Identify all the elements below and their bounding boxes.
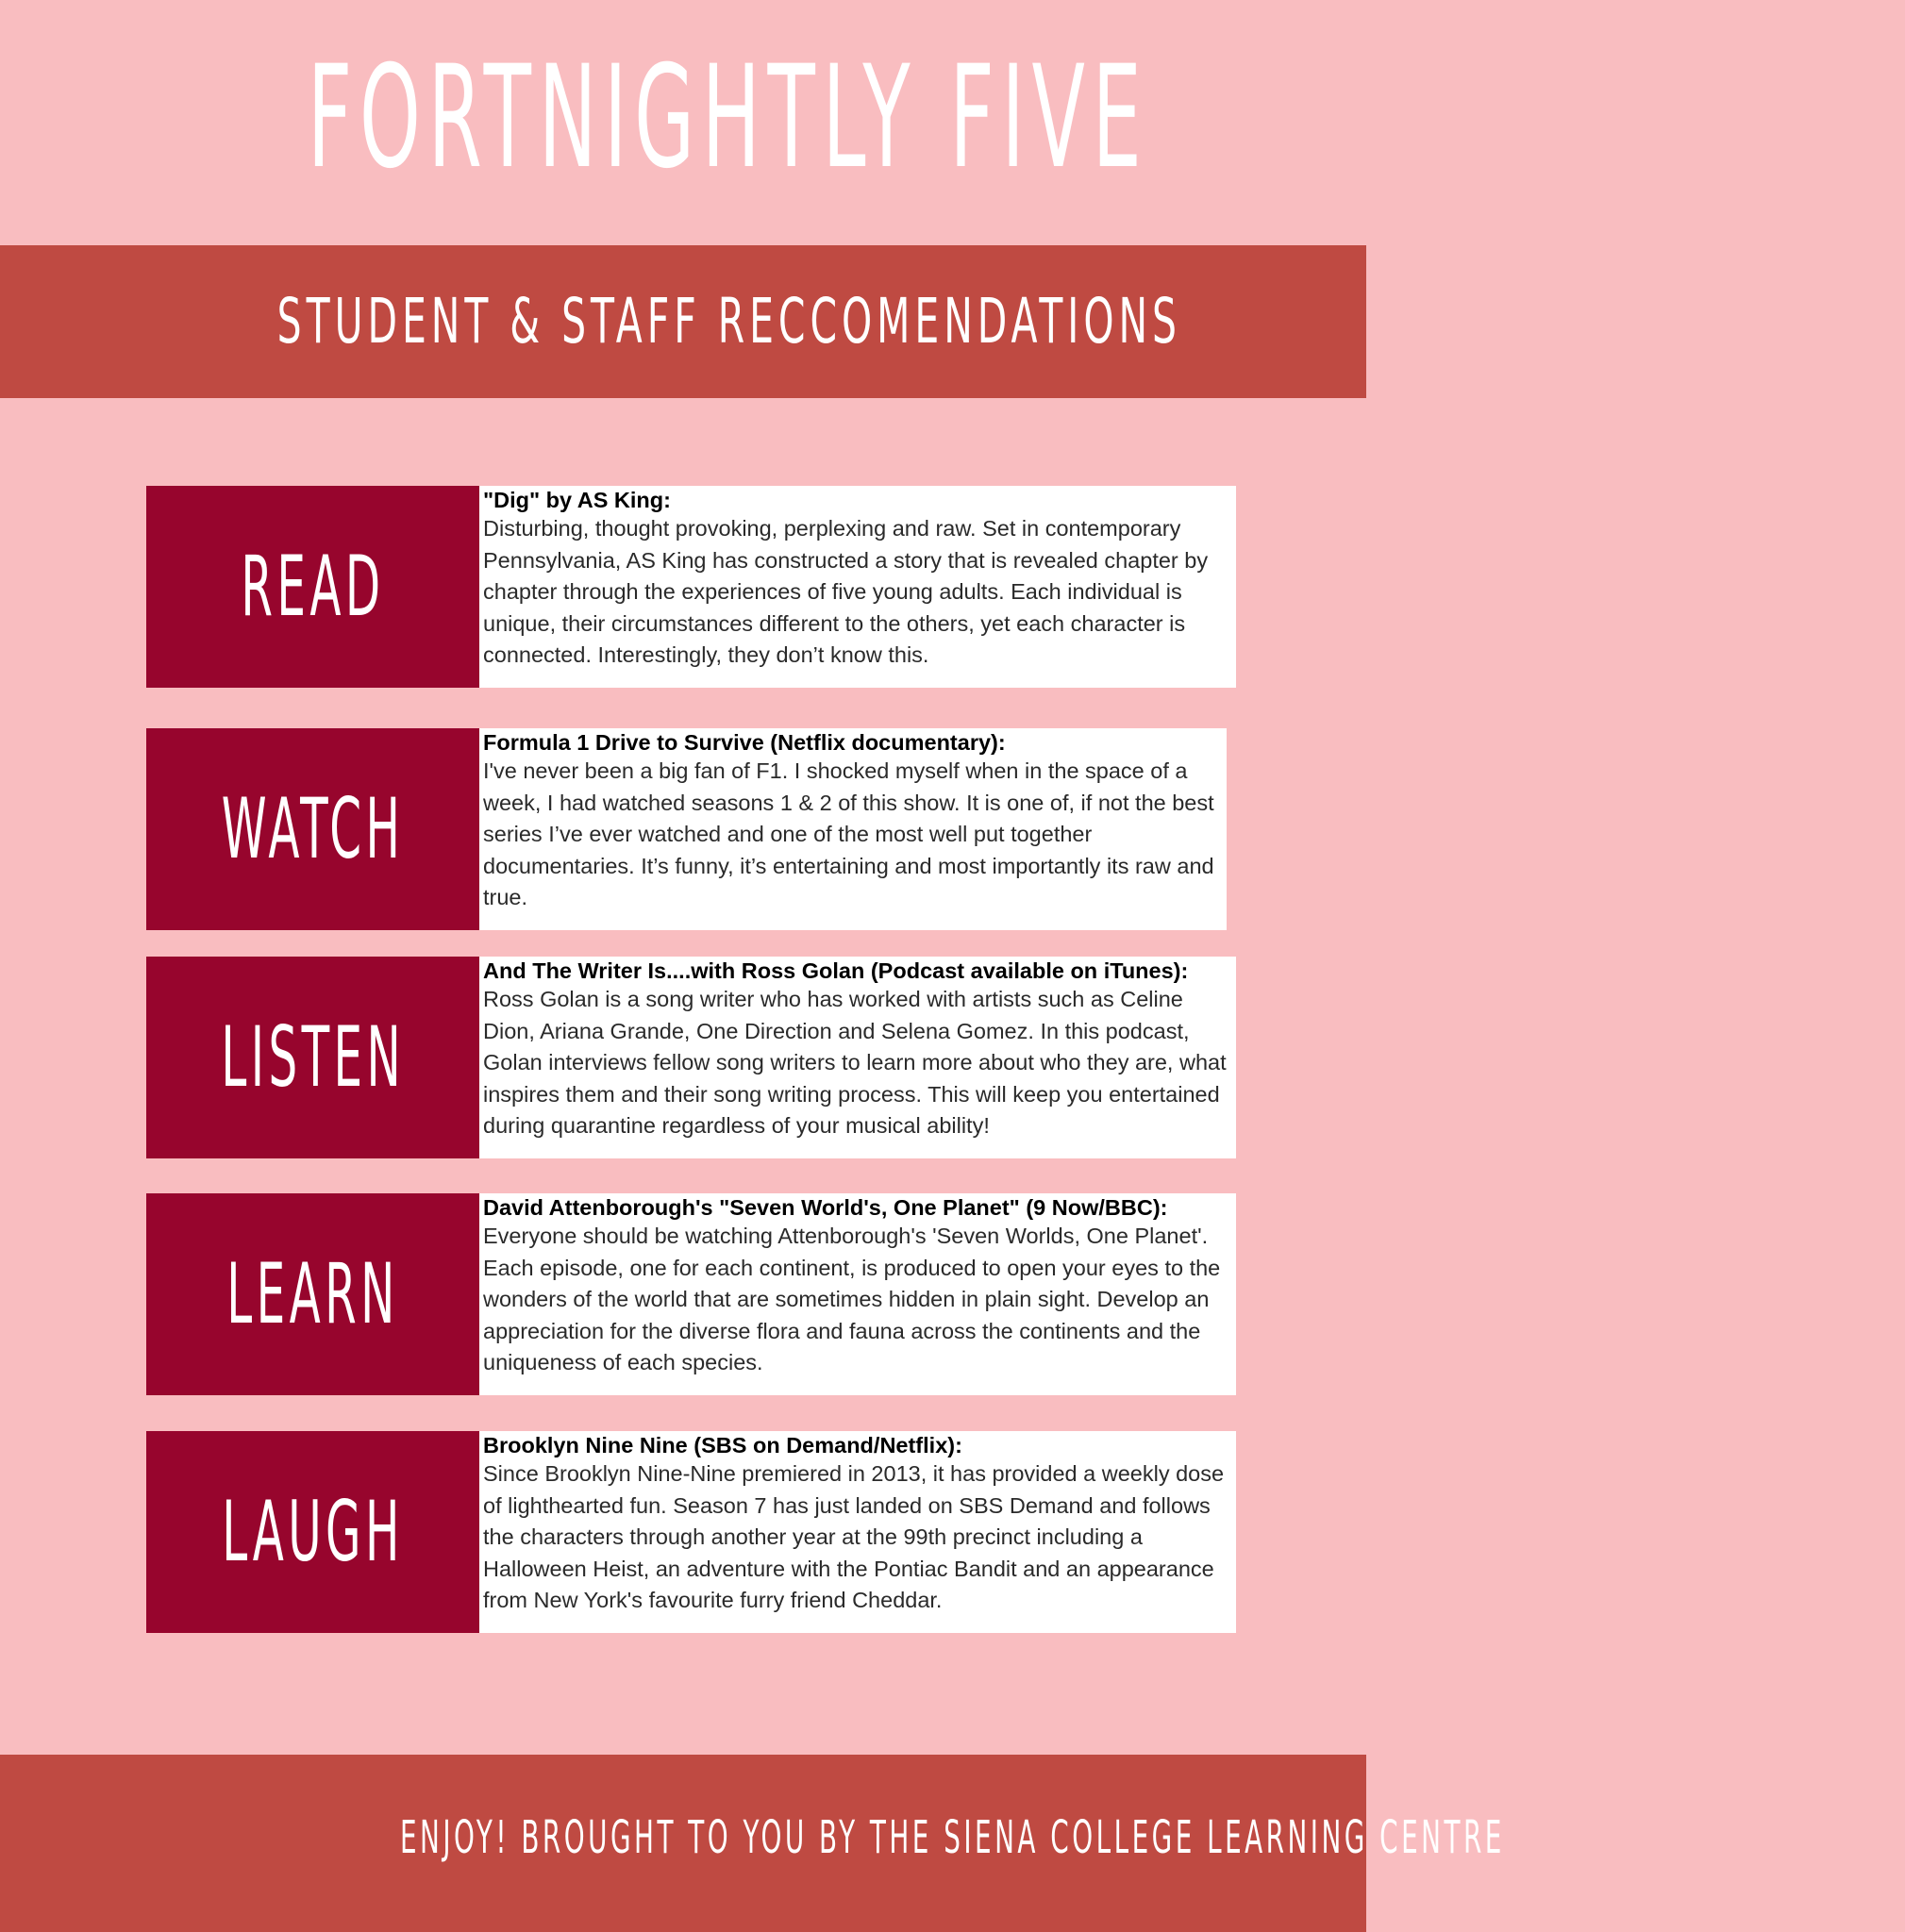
card-label-box — [146, 728, 479, 930]
card-listen — [146, 957, 1236, 1158]
card-label: READ — [241, 538, 385, 635]
card-text-box — [479, 957, 1236, 1158]
card-heading: Brooklyn Nine Nine (SBS on Demand/Netflix): — [483, 1433, 962, 1457]
card-text-box — [479, 728, 1227, 930]
subtitle-text: STUDENT & STAFF RECCOMENDATIONS — [276, 285, 1181, 358]
card-label: LAUGH — [222, 1483, 404, 1580]
card-learn — [146, 1193, 1236, 1395]
card-label: WATCH — [221, 780, 405, 877]
subtitle-banner — [0, 245, 1366, 398]
page-title: FORTNIGHTLY FIVE — [307, 36, 1149, 200]
card-body: Everyone should be watching Attenborough's 'Seven Worlds, One Planet'. Each episode, one for each continent, is produced to open your eyes to the wonders of the world that are sometimes hidden in plain sight. Develop an appreciation for the diverse flora and fauna across the continents and the uniqueness of each species. — [483, 1224, 1221, 1374]
card-body: Disturbing, thought provoking, perplexing and raw. Set in contemporary Pennsylvania, AS King has constructed a story that is revealed chapter by chapter through the experiences of five young adults. Each individual is unique, their circumstances different to the others, yet each character is connected. Interestingly, they don’t know this. — [483, 516, 1209, 667]
card-heading: Formula 1 Drive to Survive (Netflix documentary): — [483, 730, 1006, 755]
footer-banner — [0, 1755, 1505, 1932]
card-body: Ross Golan is a song writer who has worked with artists such as Celine Dion, Ariana Grande, One Direction and Selena Gomez. In this podcast, Golan interviews fellow song writers to learn more about who they are, what inspires them and their song writing process. This will keep you entertained during quarantine regardless of your musical ability! — [483, 987, 1227, 1138]
card-laugh — [146, 1431, 1236, 1633]
card-watch — [146, 728, 1227, 930]
card-text-box — [479, 1193, 1236, 1395]
card-label: LEARN — [226, 1245, 399, 1342]
card-heading: David Attenborough's "Seven World's, One Planet" (9 Now/BBC): — [483, 1195, 1168, 1220]
card-label: LISTEN — [221, 1008, 406, 1106]
card-read — [146, 486, 1236, 688]
card-text-box — [479, 1431, 1236, 1633]
card-label-box — [146, 486, 479, 688]
card-label-box — [146, 957, 479, 1158]
card-text-box — [479, 486, 1236, 688]
card-heading: "Dig" by AS King: — [483, 488, 671, 512]
card-body: I've never been a big fan of F1. I shocked myself when in the space of a week, I had watched seasons 1 & 2 of this show. It is one of, if not the best series I’ve ever watched and one of the most well put together documentaries. It’s funny, it’s entertaining and most importantly its raw and true. — [483, 758, 1214, 909]
footer-text: ENJOY! BROUGHT TO YOU BY THE SIENA COLLEGE LEARNING CENTRE — [399, 1811, 1505, 1864]
card-label-box — [146, 1193, 479, 1395]
card-heading: And The Writer Is....with Ross Golan (Podcast available on iTunes): — [483, 958, 1189, 983]
card-label-box — [146, 1431, 479, 1633]
card-body: Since Brooklyn Nine-Nine premiered in 2013, it has provided a weekly dose of lighthearted fun. Season 7 has just landed on SBS Demand and follows the characters through another year at the 99th precinct including a Halloween Heist, an adventure with the Pontiac Bandit and an appearance from New York's favourite furry friend Cheddar. — [483, 1461, 1225, 1612]
